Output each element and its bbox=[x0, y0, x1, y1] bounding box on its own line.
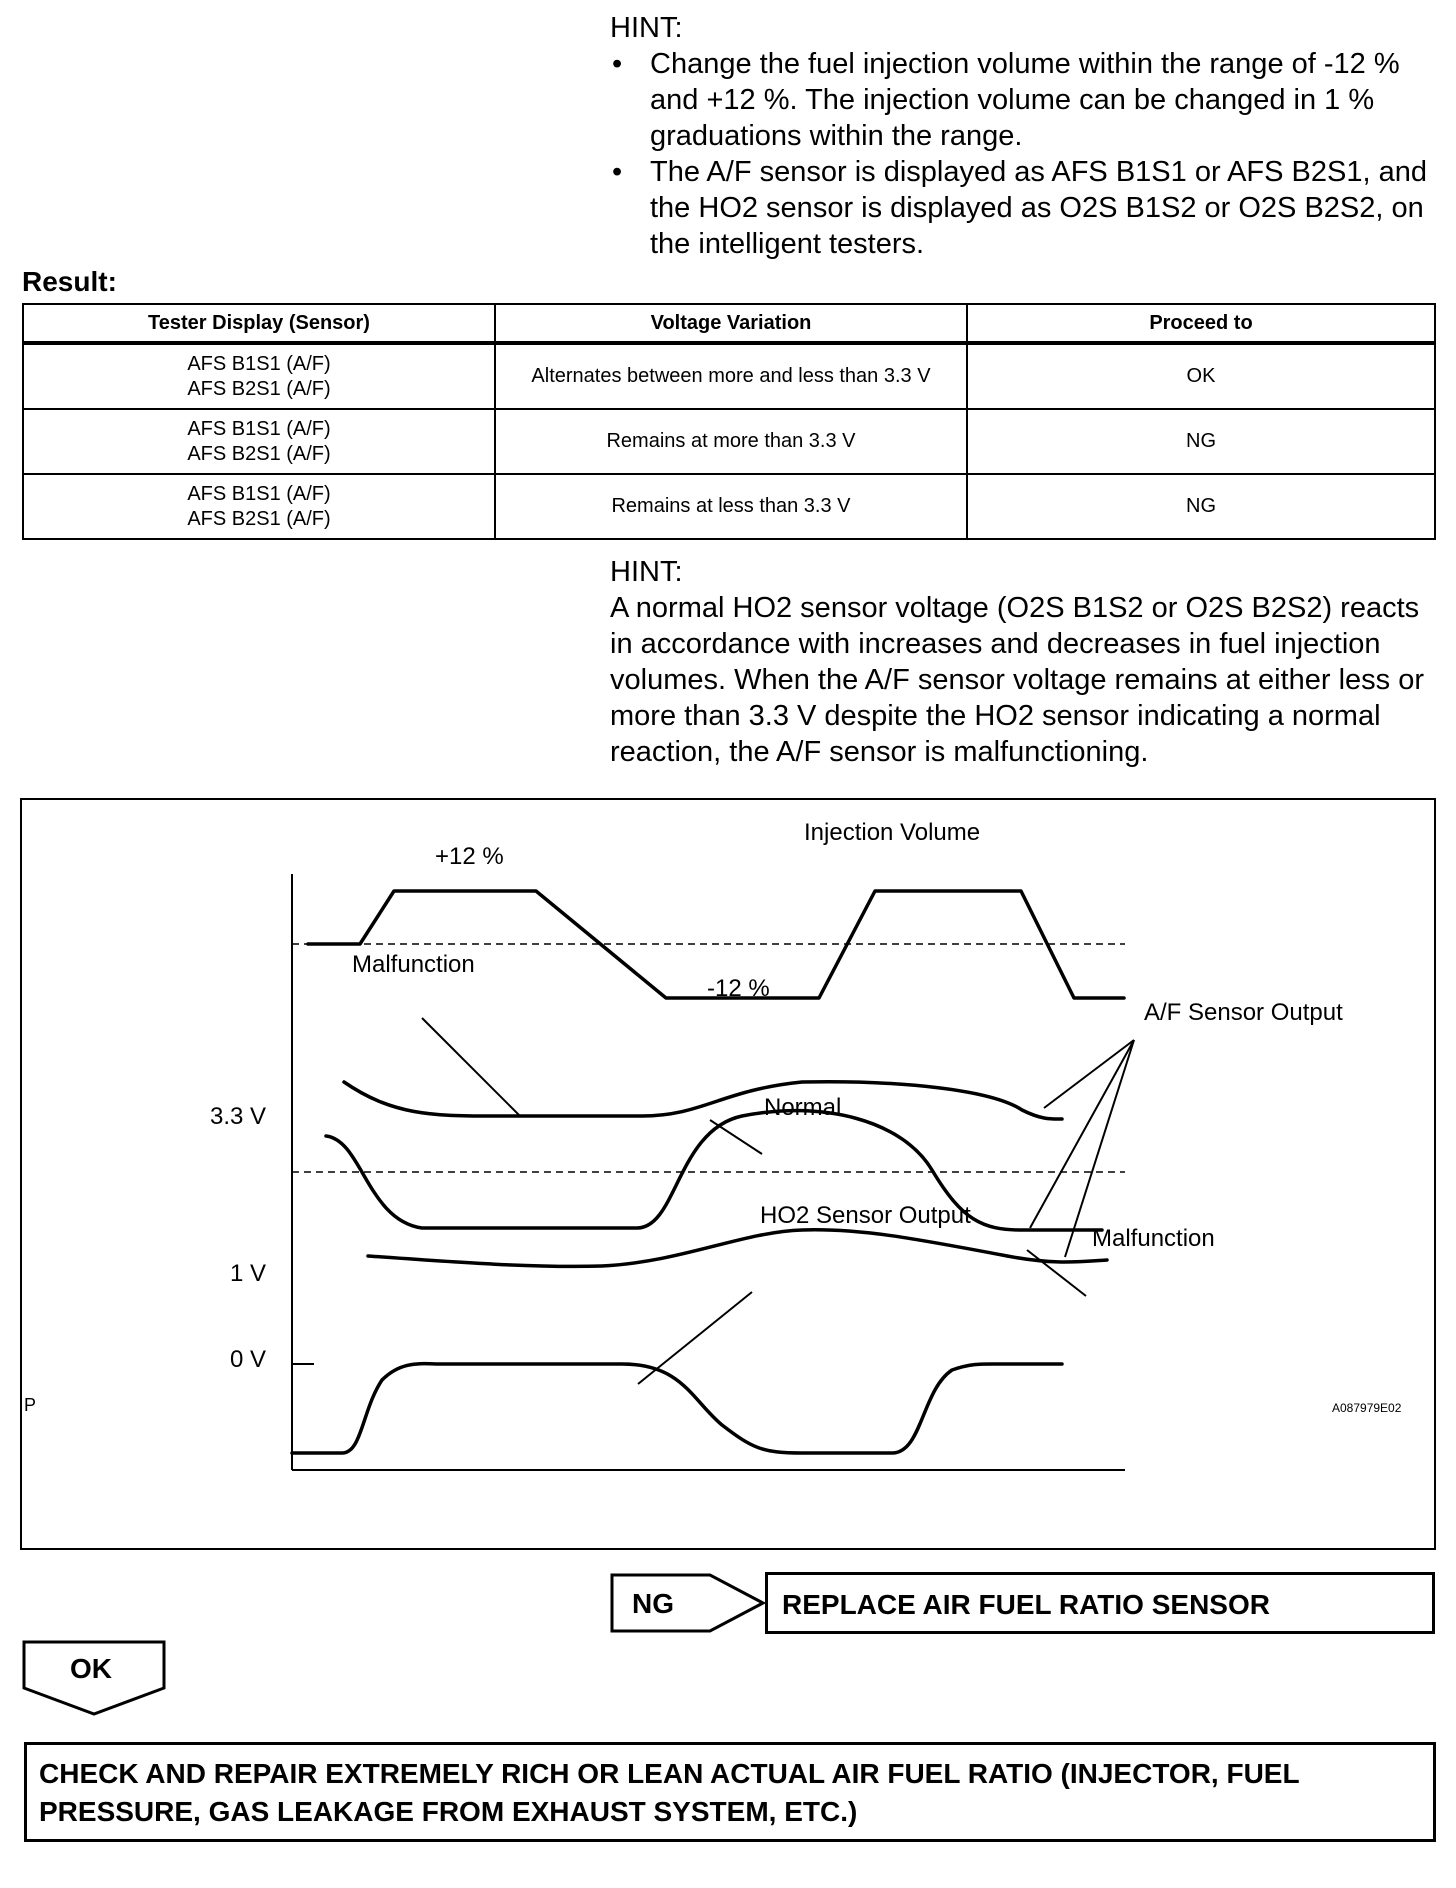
figure-id: A087979E02 bbox=[1332, 1401, 1402, 1415]
label-0v: 0 V bbox=[230, 1346, 267, 1373]
af-malfunction-lower-curve bbox=[368, 1230, 1107, 1267]
label-malfunction-lower: Malfunction bbox=[1092, 1225, 1215, 1252]
variation-cell: Remains at less than 3.3 V bbox=[495, 474, 967, 539]
hint-title: HINT: bbox=[610, 556, 683, 588]
table-header-row bbox=[23, 304, 1435, 343]
hint-title: HINT: bbox=[610, 12, 683, 44]
sensor-name: AFS B1S1 (A/F) bbox=[187, 417, 331, 440]
ng-tag: NG bbox=[632, 1588, 674, 1619]
label-af-sensor-output: A/F Sensor Output bbox=[1144, 999, 1343, 1026]
ng-action-box: REPLACE AIR FUEL RATIO SENSOR bbox=[765, 1572, 1435, 1634]
label-minus-12: -12 % bbox=[707, 975, 770, 1002]
table-row bbox=[23, 474, 1435, 539]
leader-ho2-output bbox=[638, 1292, 752, 1384]
label-injection-volume: Injection Volume bbox=[804, 819, 981, 846]
variation-cell: Remains at more than 3.3 V bbox=[495, 409, 967, 474]
proceed-cell: NG bbox=[967, 474, 1435, 539]
label-ho2-sensor-output: HO2 Sensor Output bbox=[760, 1202, 971, 1229]
sensor-cell bbox=[23, 409, 495, 474]
proceed-cell: NG bbox=[967, 409, 1435, 474]
ng-arrow-icon bbox=[610, 1573, 766, 1633]
ok-arrow-icon bbox=[22, 1640, 168, 1718]
label-1v: 1 V bbox=[230, 1260, 267, 1287]
table-row bbox=[23, 343, 1435, 409]
leader-malfunction-upper bbox=[422, 1018, 520, 1116]
table-row bbox=[23, 409, 1435, 474]
label-normal: Normal bbox=[764, 1094, 842, 1121]
sensor-name: AFS B1S1 (A/F) bbox=[187, 352, 331, 375]
sensor-name: AFS B2S1 (A/F) bbox=[187, 442, 331, 465]
label-3-3v: 3.3 V bbox=[210, 1103, 267, 1130]
column-header-variation: Voltage Variation bbox=[495, 304, 967, 343]
proceed-cell: OK bbox=[967, 343, 1435, 409]
hint-sensor-voltage bbox=[610, 554, 1440, 770]
waveform-diagram bbox=[20, 798, 1436, 1550]
sensor-name: AFS B1S1 (A/F) bbox=[187, 482, 331, 505]
ok-action-box: CHECK AND REPAIR EXTREMELY RICH OR LEAN ACTUAL AIR FUEL RATIO (INJECTOR, FUEL PRESSURE, GAS LEAKAGE FROM EXHAUST SYSTEM, ETC.) bbox=[24, 1742, 1436, 1842]
result-table bbox=[22, 303, 1436, 540]
column-header-proceed: Proceed to bbox=[967, 304, 1435, 343]
hint-bullet: • The A/F sensor is displayed as AFS B1S1 or AFS B2S1, and the HO2 sensor is displayed as O2S B1S2 or O2S B2S2, on the intelligent testers. bbox=[610, 154, 1430, 262]
sensor-cell bbox=[23, 474, 495, 539]
sensor-cell bbox=[23, 343, 495, 409]
ho2-sensor-curve bbox=[292, 1364, 1062, 1453]
variation-cell: Alternates between more and less than 3.3 V bbox=[495, 343, 967, 409]
hint-bullet: • Change the fuel injection volume within the range of -12 % and +12 %. The injection volume can be changed in 1 % graduations within the range. bbox=[610, 46, 1430, 154]
leader-normal bbox=[710, 1120, 762, 1154]
sensor-name: AFS B2S1 (A/F) bbox=[187, 377, 331, 400]
result-label: Result: bbox=[22, 266, 117, 297]
column-header-sensor: Tester Display (Sensor) bbox=[23, 304, 495, 343]
hint-injection-range bbox=[610, 10, 1430, 262]
leader-af-output-1 bbox=[1044, 1040, 1134, 1108]
leader-malfunction-lower bbox=[1027, 1250, 1086, 1296]
label-malfunction-upper: Malfunction bbox=[352, 951, 475, 978]
corner-mark: P bbox=[24, 1395, 37, 1415]
label-plus-12: +12 % bbox=[435, 843, 504, 870]
ok-tag: OK bbox=[70, 1653, 112, 1684]
hint-paragraph: A normal HO2 sensor voltage (O2S B1S2 or O2S B2S2) reacts in accordance with increases and decreases in fuel injection volumes. When the A/F sensor voltage remains at either less or more than 3.3 V despite the HO2 sensor indicating a normal reaction, the A/F sensor is malfunctioning. bbox=[610, 592, 1424, 768]
leader-af-output-2 bbox=[1030, 1040, 1134, 1228]
hint-bullet-list bbox=[610, 46, 1430, 262]
af-normal-curve bbox=[326, 1111, 1102, 1230]
sensor-name: AFS B2S1 (A/F) bbox=[187, 507, 331, 530]
af-malfunction-upper-curve bbox=[344, 1082, 1062, 1119]
